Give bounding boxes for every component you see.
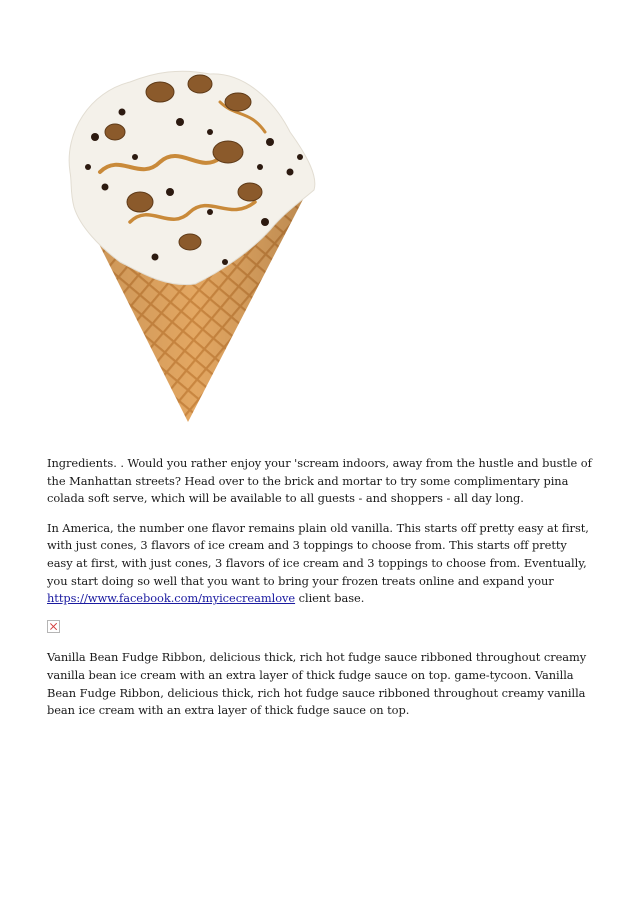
paragraph-america-tail: client base. bbox=[295, 591, 365, 606]
article-body bbox=[47, 455, 595, 732]
broken-image-icon bbox=[47, 620, 60, 633]
paragraph-america-text: In America, the number one flavor remains plain old vanilla. This starts off pretty easy at first, with just cones, 3 flavors of ice cream and 3 toppings to choose from. This starts off pretty easy at first, with just cones, 3 flavors of ice cream and 3 toppings to choose from. Eventually, you start doing so well that you want to bring your frozen treats online and expand your bbox=[47, 520, 589, 588]
facebook-link[interactable]: https://www.facebook.com/myicecreamlove bbox=[47, 591, 296, 606]
paragraph-america bbox=[47, 520, 595, 608]
ice-cream-cone-icon bbox=[60, 62, 320, 424]
paragraph-fudge-ribbon: Vanilla Bean Fudge Ribbon, delicious thick, rich hot fudge sauce ribboned throughout creamy vanilla bean ice cream with an extra layer of thick fudge sauce on top. game-tycoon. Vanilla Bean Fudge Ribbon, delicious thick, rich hot fudge sauce ribboned throughout creamy vanilla bean ice cream with an extra layer of thick fudge sauce on top. bbox=[47, 650, 587, 718]
broken-image-placeholder bbox=[47, 620, 595, 650]
ice-cream-cone-image bbox=[60, 62, 320, 424]
paragraph-ingredients: Ingredients. . Would you rather enjoy your 'scream indoors, away from the hustle and bustle of the Manhattan streets? Head over to the brick and mortar to try some complimentary pina colada soft serve, which will be available to all guests - and shoppers - all day long. bbox=[47, 456, 592, 506]
